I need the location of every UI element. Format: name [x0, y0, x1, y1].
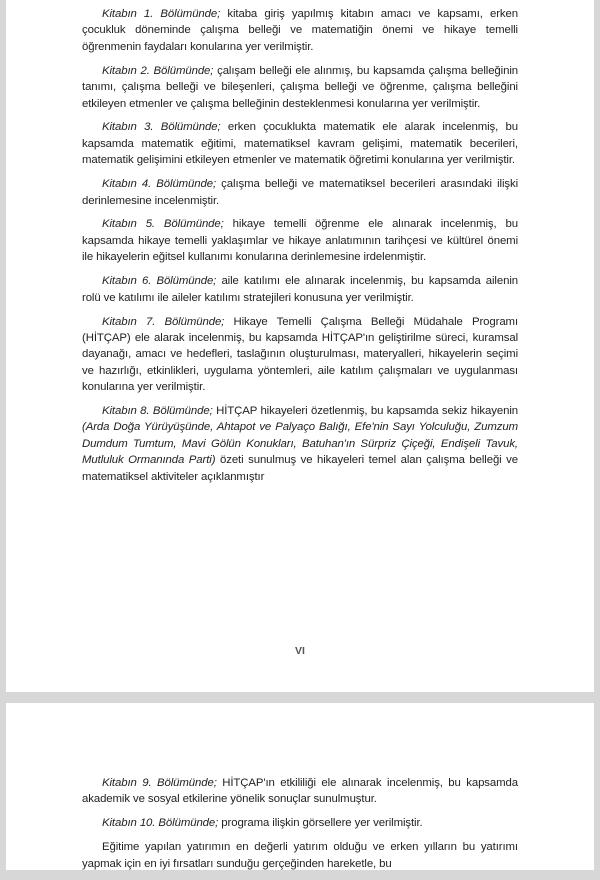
chapter-3-summary [82, 119, 518, 168]
chapter-8-summary [82, 403, 518, 485]
chapter-6-summary [82, 273, 518, 306]
chapter-text: Hikaye Temelli Çalışma Belleği Müdahale Programı (HİTÇAP) ele alarak incelenmiş, bu kapsamda HİTÇAP'ın geliştirilme süreci, kuramsal dayanağı, amacı ve hedefleri, taslağının oluşturulması, materyalleri, hikayelerin seçimi ve hazırlığı, etkinlikleri, uygulama yöntemleri, aile katılım çalışmaları ve uygulanması konularına yer verilmiştir. [82, 315, 519, 394]
chapter-lead: Kitabın 2. Bölümünde; [102, 64, 214, 77]
story-titles: (Arda Doğa Yürüyüşünde, Ahtapot ve Palyaço Balığı, Efe'nin Sayı Yolculuğu, Zumzum Dumdum Tumtum, Mavi Gölün Konukları, Batuhan'ın Sürpriz Çiçeği, Endişeli Tavuk, Mutluluk Ormanında Parti) [82, 421, 518, 467]
chapter-text: programa ilişkin görsellere yer verilmiştir. [218, 817, 423, 830]
chapter-text: hikaye temelli öğrenme ele alınarak incelenmiş, bu kapsamda hikaye temelli yaklaşımlar ve hikaye anlatımının tarihçesi ve kültürel önemi ile hikayelerin eğitsel kullanımı konularına derinlemesine irdelenmiştir. [82, 218, 518, 264]
chapter-lead: Kitabın 6. Bölümünde; [102, 275, 217, 288]
chapter-lead: Kitabın 7. Bölümünde; [102, 315, 225, 328]
chapter-5-summary [82, 216, 518, 265]
chapter-4-summary [82, 176, 518, 209]
chapter-text: HİTÇAP hikayeleri özetlenmiş, bu kapsamda sekiz hikayenin [212, 405, 518, 418]
chapter-text: çalışam belleği ele alınmış, bu kapsamda çalışma belleğinin tanımı, çalışma belleği ve bileşenleri, çalışma belleği ve öğrenme, çalışma belleğini etkileyen etmenler ve çalışma belleğinin desteklenmesi konularına yer verilmiştir. [82, 64, 518, 110]
chapter-lead: Kitabın 4. Bölümünde; [102, 178, 217, 191]
chapter-text: aile katılımı ele alınarak incelenmiş, bu kapsamda ailenin rolü ve katılımı ile aileler katılımı stratejileri konusuna yer verilmiştir. [82, 275, 518, 304]
book-page-next [6, 703, 594, 870]
chapter-lead: Kitabın 10. Bölümünde; [102, 817, 219, 830]
closing-paragraph [82, 839, 518, 872]
page-body [82, 6, 518, 493]
chapter-lead: Kitabın 3. Bölümünde; [102, 121, 221, 134]
book-page-vi [6, 0, 594, 692]
paragraph-text: Eğitime yapılan yatırımın en değerli yatırım olduğu ve erken yılların bu yatırımı yapmak için en iyi fırsatları sunduğu gerçeğinden hareketle, bu [82, 841, 518, 870]
chapter-9-summary [82, 775, 518, 808]
chapter-2-summary [82, 63, 518, 112]
chapter-lead: Kitabın 5. Bölümünde; [102, 218, 224, 231]
chapter-text: erken çocuklukta matematik ele alarak incelenmiş, bu kapsamda matematik eğitimi, matematiksel kavram gelişimi, matematik becerileri, matematik gelişimini etkileyen etmenler ve matematik öğretimi konularına yer verilmiştir. [82, 121, 518, 167]
chapter-10-summary [82, 815, 518, 831]
chapter-text-tail: özeti sunulmuş ve hikayeleri temel alan çalışma belleği ve matematiksel aktiviteler açıklanmıştır [82, 454, 518, 483]
chapter-lead: Kitabın 9. Bölümünde; [102, 777, 217, 789]
chapter-lead: Kitabın 1. Bölümünde; [102, 8, 221, 20]
chapter-text: HİTÇAP'ın etkililiği ele alınarak incelenmiş, bu kapsamda akademik ve sosyal etkilerine yönelik sonuçlar sunulmuştur. [82, 777, 518, 806]
page-body [82, 775, 518, 880]
chapter-text: çalışma belleği ve matematiksel becerileri arasındaki ilişki derinlemesine incelenmiştir. [82, 178, 519, 207]
chapter-text: kitaba giriş yapılmış kitabın amacı ve kapsamı, erken çocukluk döneminde çalışma belleği ve matematiğin önemi ve hikaye temelli öğrenmenin faydaları konularına yer verilmiştir. [82, 8, 518, 53]
page-number: VI [295, 645, 305, 657]
chapter-7-summary [82, 314, 518, 396]
chapter-lead: Kitabın 8. Bölümünde; [102, 405, 213, 418]
chapter-1-summary [82, 6, 518, 55]
